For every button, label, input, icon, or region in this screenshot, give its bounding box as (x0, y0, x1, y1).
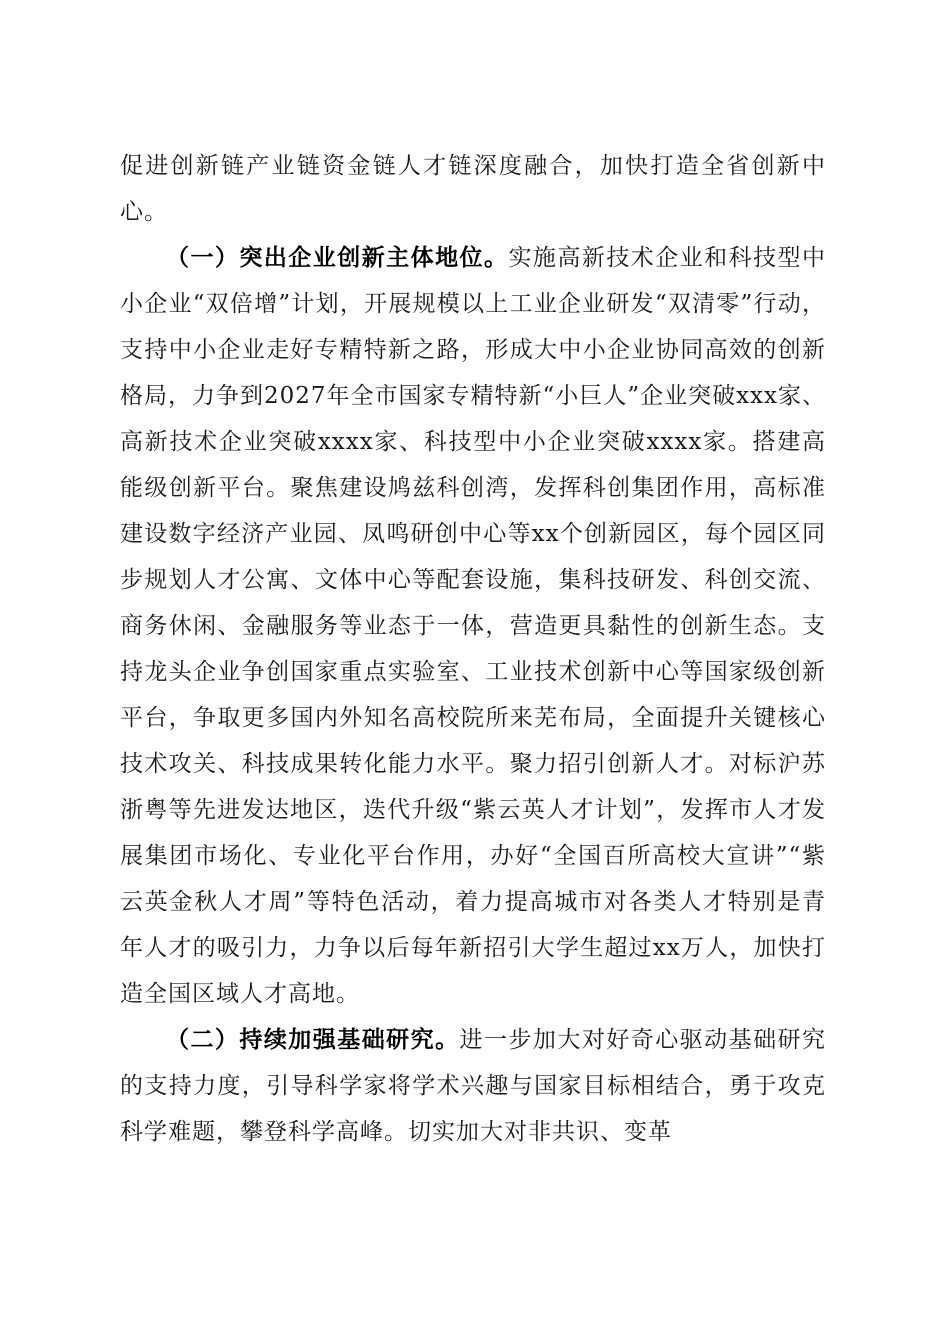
paragraph-text: 实施高新技术企业和科技型中小企业“双倍增”计划，开展规模以上工业企业研发“双清零”行动，支持中小企业走好专精特新之路，形成大中小企业协同高效的创新格局，力争到2027年全市国家专精特新“小巨人”企业突破xxx家、高新技术企业突破xxxx家、科技型中小企业突破xxxx家。搭建高能级创新平台。聚焦建设鸠兹科创湾，发挥科创集团作用，高标准建设数字经济产业园、凤鸣研创中心等xx个创新园区，每个园区同步规划人才公寓、文体中心等配套设施，集科技研发、科创交流、商务休闲、金融服务等业态于一体，营造更具黏性的创新生态。支持龙头企业争创国家重点实验室、工业技术创新中心等国家级创新平台，争取更多国内外知名高校院所来芜布局，全面提升关键核心技术攻关、科技成果转化能力水平。聚力招引创新人才。对标沪苏浙粤等先进发达地区，迭代升级“紫云英人才计划”，发挥市人才发展集团市场化、专业化平台作用，办好“全国百所高校大宣讲”“紫云英金秋人才周”等特色活动，着力提高城市对各类人才特别是青年人才的吸引力，力争以后每年新招引大学生超过xx万人，加快打造全国区域人才高地。 (120, 245, 827, 1007)
section-heading: （二）持续加强基础研究。 (166, 1026, 460, 1053)
paragraph-continuation (120, 143, 826, 235)
section-heading: （一）突出企业创新主体地位。 (166, 244, 509, 271)
paragraph-section-1 (120, 235, 826, 1017)
paragraph-text: 进一步加大对好奇心驱动基础研究的支持力度，引导科学家将学术兴趣与国家目标相结合，勇于攻克科学难题，攀登科学高峰。切实加大对非共识、变革 (120, 1027, 827, 1145)
document-body (120, 143, 826, 1155)
paragraph-section-2 (120, 1017, 826, 1155)
paragraph-text: 促进创新链产业链资金链人才链深度融合，加快打造全省创新中心。 (120, 153, 826, 225)
